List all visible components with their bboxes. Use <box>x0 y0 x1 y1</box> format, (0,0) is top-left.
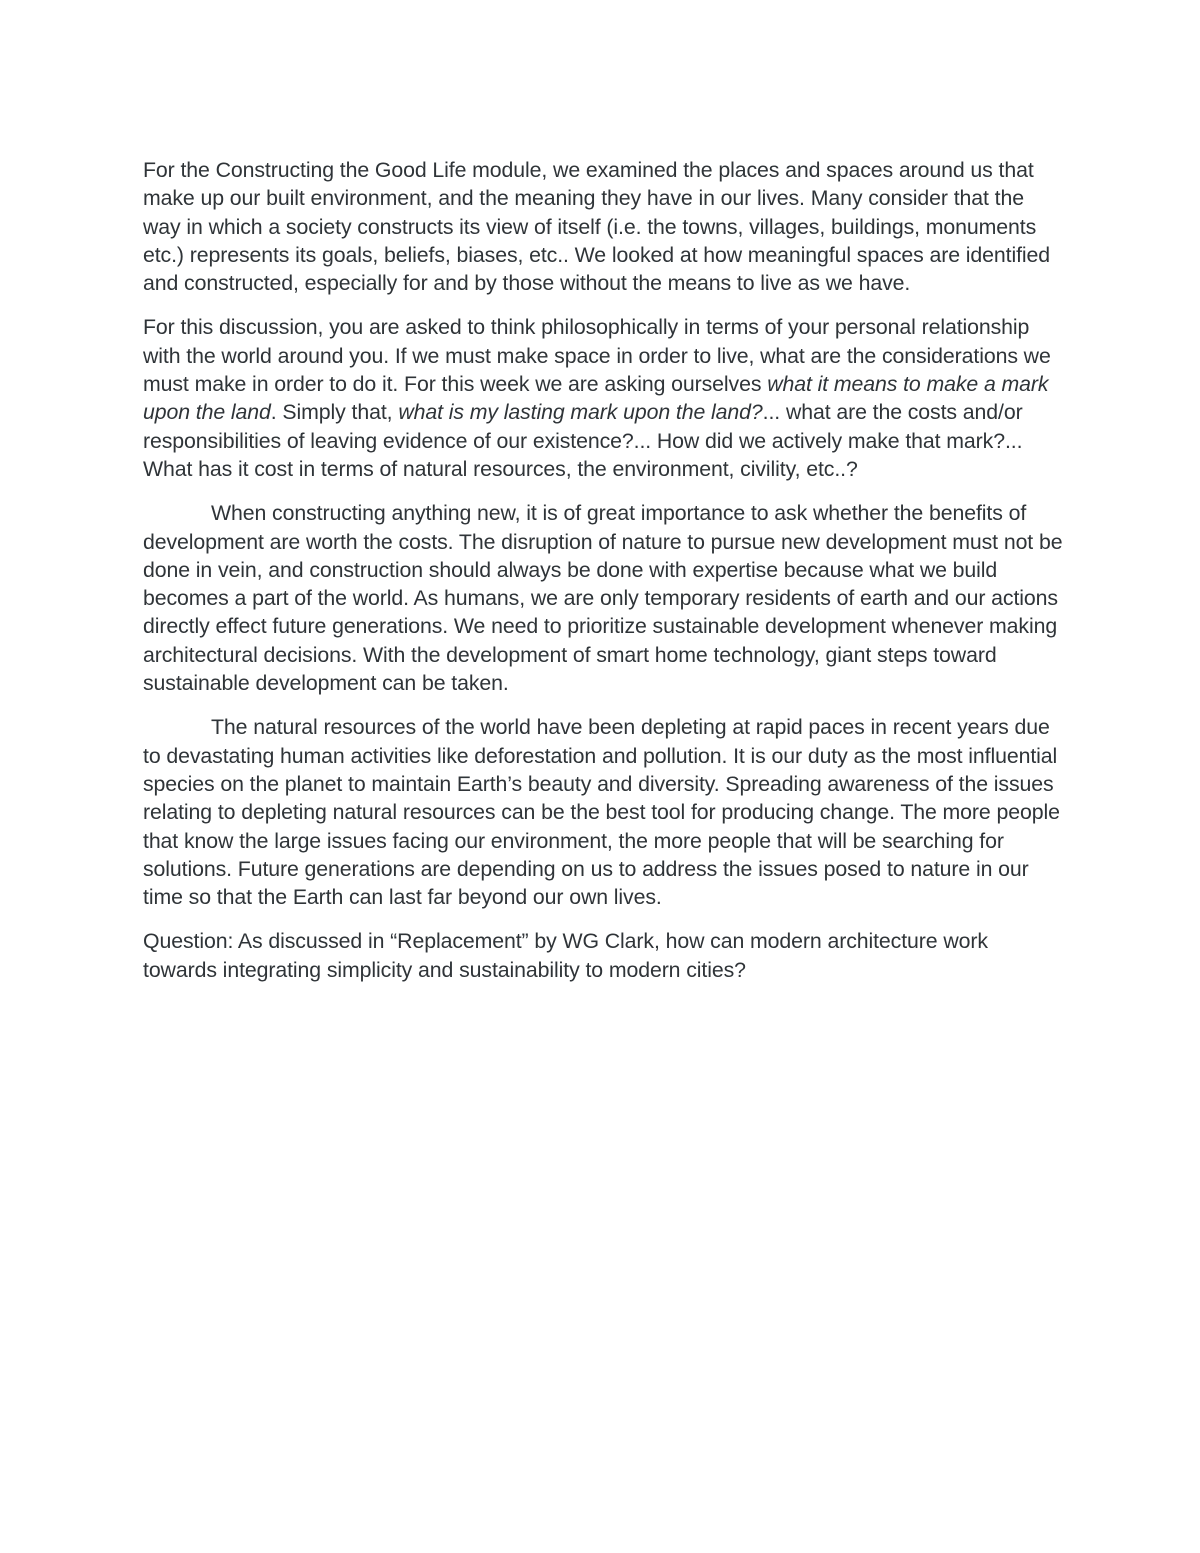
question-paragraph: Question: As discussed in “Replacement” by WG Clark, how can modern architecture work towards integrating simplicity and sustainability to modern cities? <box>143 929 988 982</box>
discussion-paragraph <box>143 313 1063 483</box>
discussion-text-2: . Simply that, <box>270 400 399 425</box>
intro-paragraph: For the Constructing the Good Life module, we examined the places and spaces around us that make up our built environment, and the meaning they have in our lives. Many consider that the way in which a society constructs its view of itself (i.e. the towns, villages, buildings, monuments etc.) represents its goals, beliefs, biases, etc.. We looked at how meaningful spaces are identified and constructed, especially for and by those without the means to live as we have. <box>143 158 1051 296</box>
response-paragraph-1: When constructing anything new, it is of great importance to ask whether the benefits of development are worth the costs. The disruption of nature to pursue new development must not be done in vein, and construction should always be done with expertise because what we build becomes a part of the world. As humans, we are only temporary residents of earth and our actions directly effect future generations. We need to prioritize sustainable development whenever making architectural decisions. With the development of smart home technology, giant steps toward sustainable development can be taken. <box>143 501 1063 696</box>
discussion-italic-1: what it means to make a mark upon the land <box>143 372 1049 425</box>
document-body <box>143 156 1063 1000</box>
discussion-italic-2: what is my lasting mark upon the land? <box>398 400 763 425</box>
discussion-text-1: For this discussion, you are asked to think philosophically in terms of your personal relationship with the world around you. If we must make space in order to live, what are the considerations we must make in order to do it. For this week we are asking ourselves <box>143 315 1051 397</box>
discussion-text-3: ... what are the costs and/or responsibilities of leaving evidence of our existence?... How did we actively make that mark?... What has it cost in terms of natural resources, the environment, civility, etc..? <box>143 400 1023 481</box>
response-paragraph-2: The natural resources of the world have been depleting at rapid paces in recent years due to devastating human activities like deforestation and pollution. It is our duty as the most influential species on the planet to maintain Earth’s beauty and diversity. Spreading awareness of the issues relating to depleting natural resources can be the best tool for producing change. The more people that know the large issues facing our environment, the more people that will be searching for solutions. Future generations are depending on us to address the issues posed to nature in our time so that the Earth can last far beyond our own lives. <box>143 715 1060 910</box>
